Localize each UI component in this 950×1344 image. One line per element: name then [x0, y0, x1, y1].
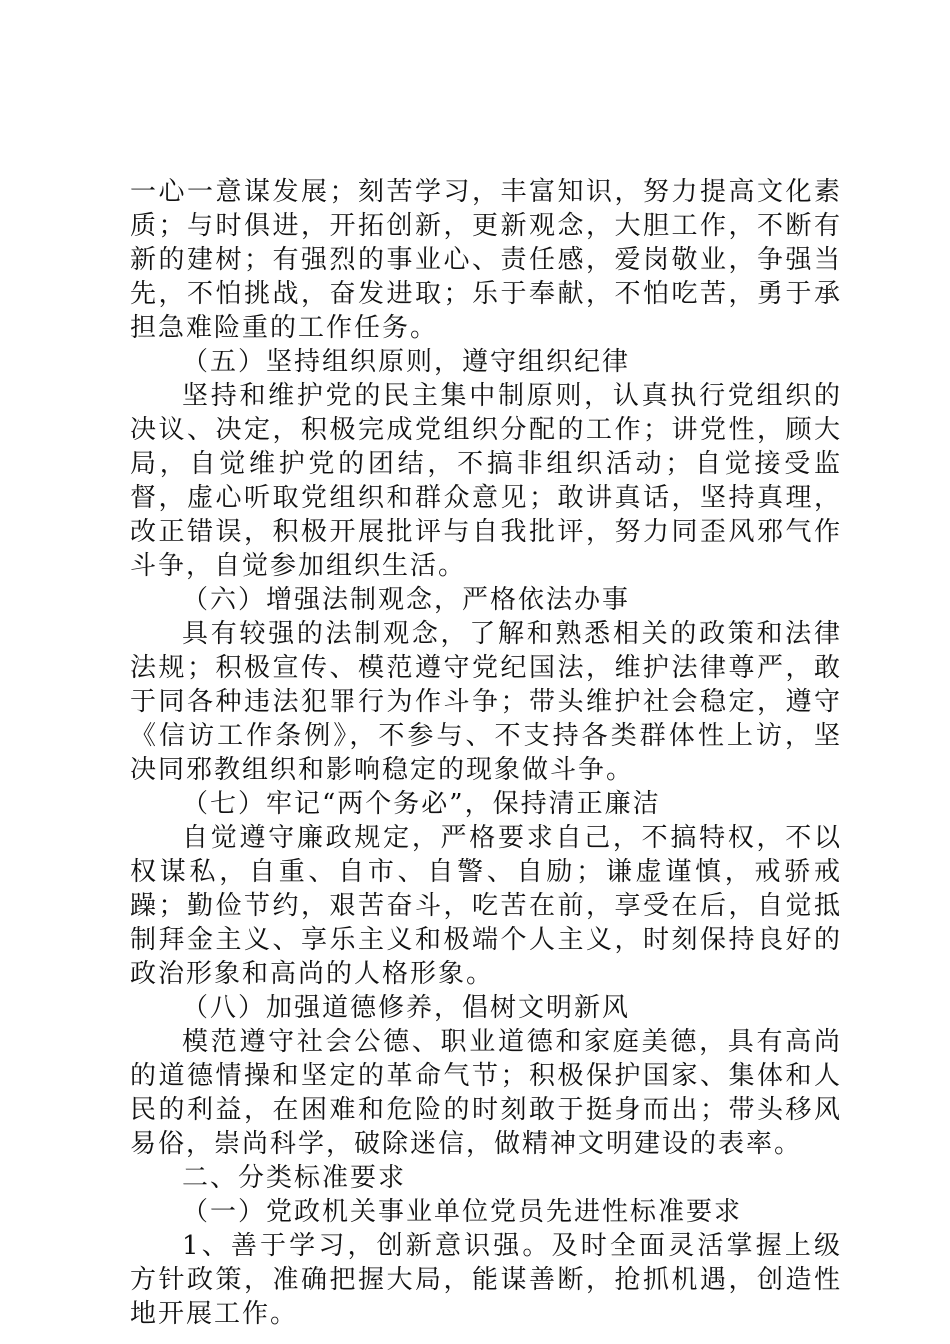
section-heading: （五）坚持组织原则，遵守组织纪律 — [182, 347, 631, 377]
section-heading: （八）加强道德修养，倡树文明新风 — [182, 993, 631, 1023]
paragraph: 具有较强的法制观念，了解和熟悉相关的政策和法律法规；积极宣传、模范遵守党纪国法，维护法律尊严，敢于同各种违法犯罪行为作斗争；带头维护社会稳定，遵守《信访工作条例》，不参与、不支持各类群体性上访，坚决同邪教组织和影响稳定的现象做斗争。 — [130, 619, 842, 785]
paragraph: 模范遵守社会公德、职业道德和家庭美德，具有高尚的道德情操和坚定的革命气节；积极保护国家、集体和人民的利益，在困难和危险的时刻敢于挺身而出；带头移风易俗，崇尚科学，破除迷信，做精神文明建设的表率。 — [130, 1027, 842, 1159]
document-body — [130, 175, 842, 1331]
paragraph: 一心一意谋发展；刻苦学习，丰富知识，努力提高文化素质；与时俱进，开拓创新，更新观念，大胆工作，不断有新的建树；有强烈的事业心、责任感，爱岗敬业，争强当先，不怕挑战，奋发进取；乐于奉献，不怕吃苦，勇于承担急难险重的工作任务。 — [130, 177, 842, 343]
section-heading: 二、分类标准要求 — [182, 1163, 407, 1193]
paragraph: 1、善于学习，创新意识强。及时全面灵活掌握上级方针政策，准确把握大局，能谋善断，抢抓机遇，创造性地开展工作。 — [130, 1231, 842, 1329]
section-heading: （七）牢记“两个务必”，保持清正廉洁 — [182, 789, 661, 819]
section-heading: （一）党政机关事业单位党员先进性标准要求 — [182, 1197, 743, 1227]
section-heading: （六）增强法制观念，严格依法办事 — [182, 585, 631, 615]
paragraph: 自觉遵守廉政规定，严格要求自己，不搞特权，不以权谋私，自重、自市、自警、自励；谦虚谨慎，戒骄戒躁；勤俭节约，艰苦奋斗，吃苦在前，享受在后，自觉抵制拜金主义、享乐主义和极端个人主义，时刻保持良好的政治形象和高尚的人格形象。 — [130, 823, 842, 989]
paragraph: 坚持和维护党的民主集中制原则，认真执行党组织的决议、决定，积极完成党组织分配的工作；讲党性，顾大局，自觉维护党的团结，不搞非组织活动；自觉接受监督，虚心听取党组织和群众意见；敢讲真话，坚持真理，改正错误，积极开展批评与自我批评，努力同歪风邪气作斗争，自觉参加组织生活。 — [130, 381, 842, 581]
